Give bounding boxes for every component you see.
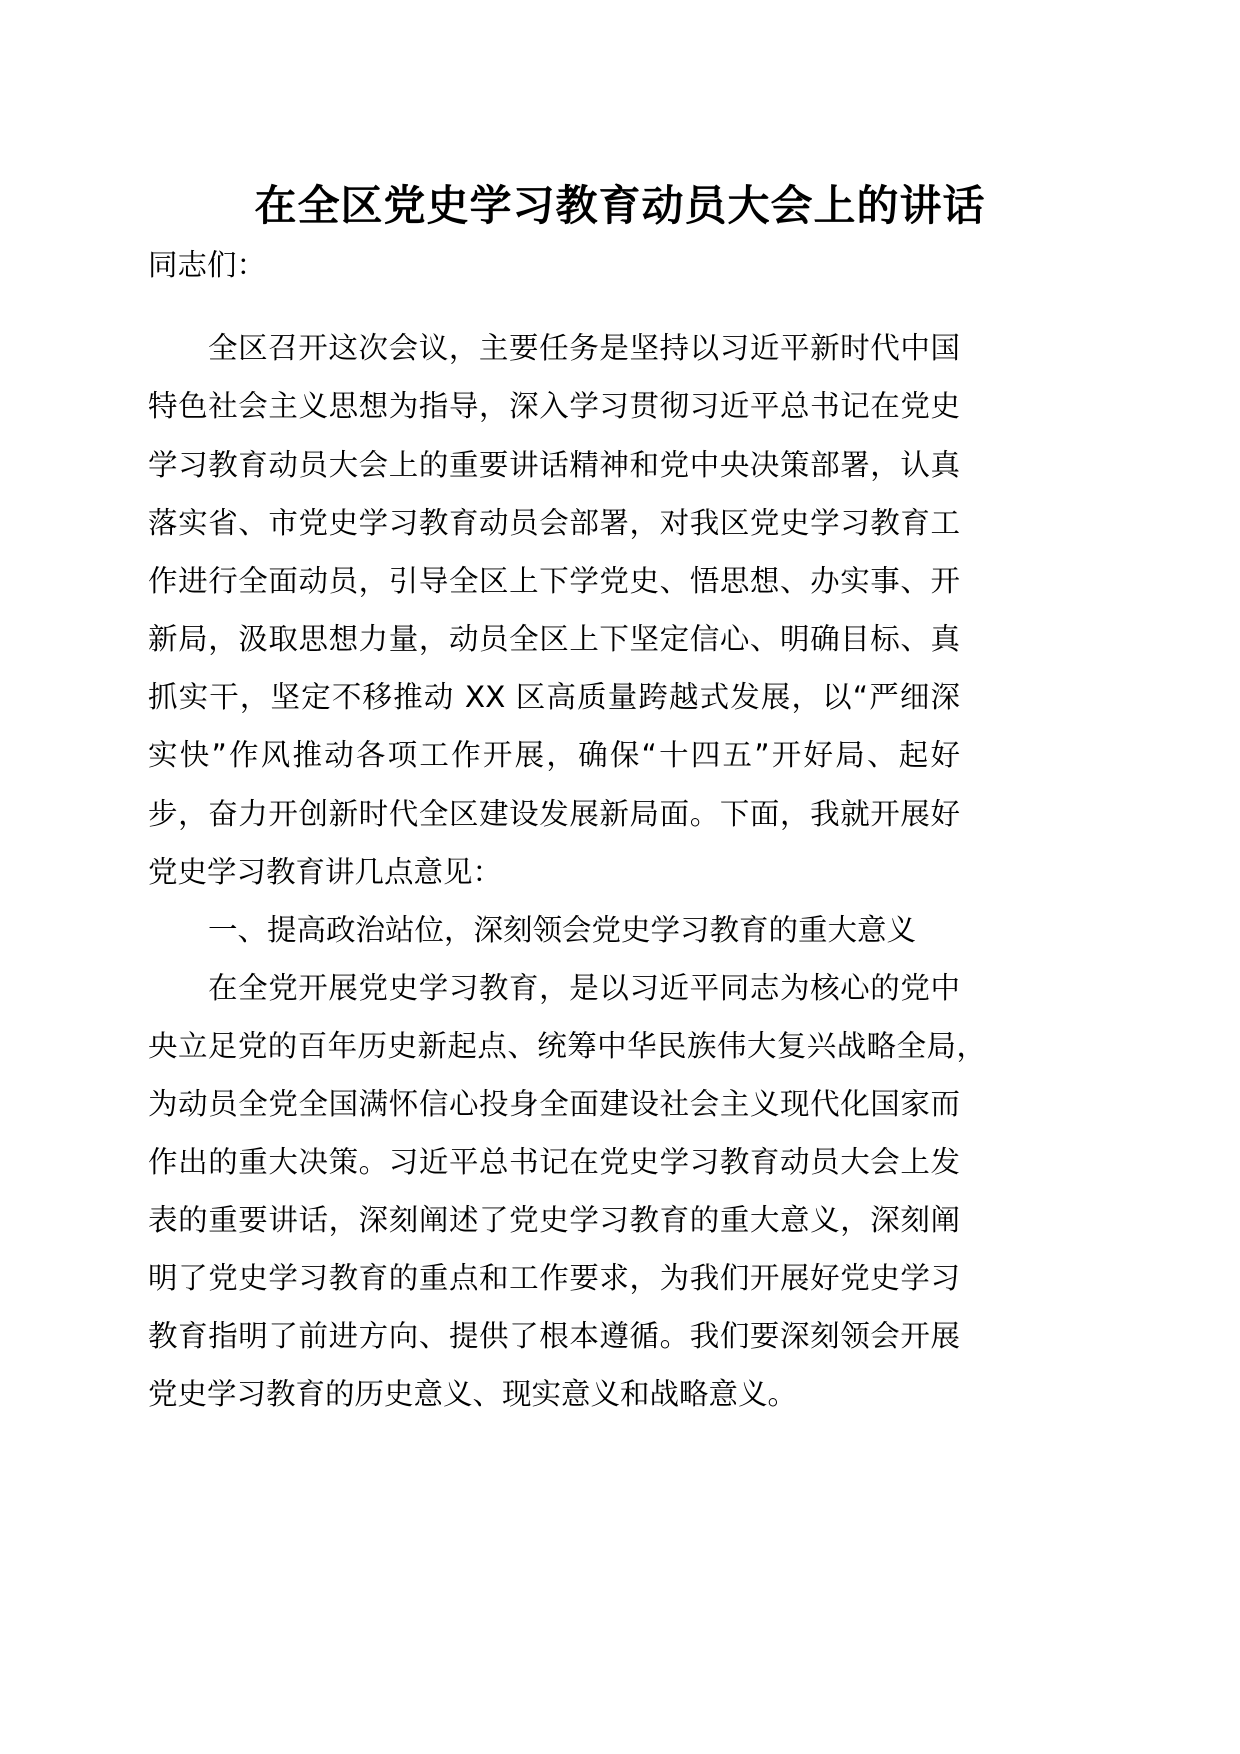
paragraph-line: 步，奋力开创新时代全区建设发展新局面。下面，我就开展好 — [148, 797, 960, 831]
paragraph-line: 作出的重大决策。习近平总书记在党史学习教育动员大会上发 — [148, 1145, 960, 1179]
paragraph-line: 央立足党的百年历史新起点、统筹中华民族伟大复兴战略全局， — [148, 1029, 986, 1063]
paragraph-line: 特色社会主义思想为指导，深入学习贯彻习近平总书记在党史 — [148, 389, 960, 423]
paragraph-line: 作进行全面动员，引导全区上下学党史、悟思想、办实事、开 — [148, 564, 960, 598]
paragraph-line: 落实省、市党史学习教育动员会部署，对我区党史学习教育工 — [148, 506, 960, 540]
paragraph-line: 学习教育动员大会上的重要讲话精神和党中央决策部署，认真 — [148, 448, 960, 482]
section-heading: 一、提高政治站位，深刻领会党史学习教育的重大意义 — [208, 913, 917, 947]
paragraph-line: 新局，汲取思想力量，动员全区上下坚定信心、明确目标、真 — [148, 622, 960, 656]
paragraph-line: 为动员全党全国满怀信心投身全面建设社会主义现代化国家而 — [148, 1087, 960, 1121]
paragraph-line: 明了党史学习教育的重点和工作要求，为我们开展好党史学习 — [148, 1261, 960, 1295]
paragraph-line: 在全党开展党史学习教育，是以习近平同志为核心的党中 — [208, 971, 960, 1005]
paragraph-line: 全区召开这次会议，主要任务是坚持以习近平新时代中国 — [208, 331, 960, 365]
paragraph-line: 党史学习教育讲几点意见： — [148, 855, 503, 889]
paragraph-line: 党史学习教育的历史意义、现实意义和战略意义。 — [148, 1377, 798, 1411]
paragraph-line: 教育指明了前进方向、提供了根本遵循。我们要深刻领会开展 — [148, 1319, 960, 1353]
paragraph-line: 抓实干，坚定不移推动 XX 区高质量跨越式发展，以“严细深 — [148, 680, 960, 714]
paragraph-line: 表的重要讲话，深刻阐述了党史学习教育的重大意义，深刻阐 — [148, 1203, 960, 1237]
document-title: 在全区党史学习教育动员大会上的讲话 — [254, 181, 986, 230]
salutation: 同志们： — [148, 248, 267, 282]
paragraph-line: 实快”作风推动各项工作开展，确保“十四五”开好局、起好 — [148, 738, 960, 772]
